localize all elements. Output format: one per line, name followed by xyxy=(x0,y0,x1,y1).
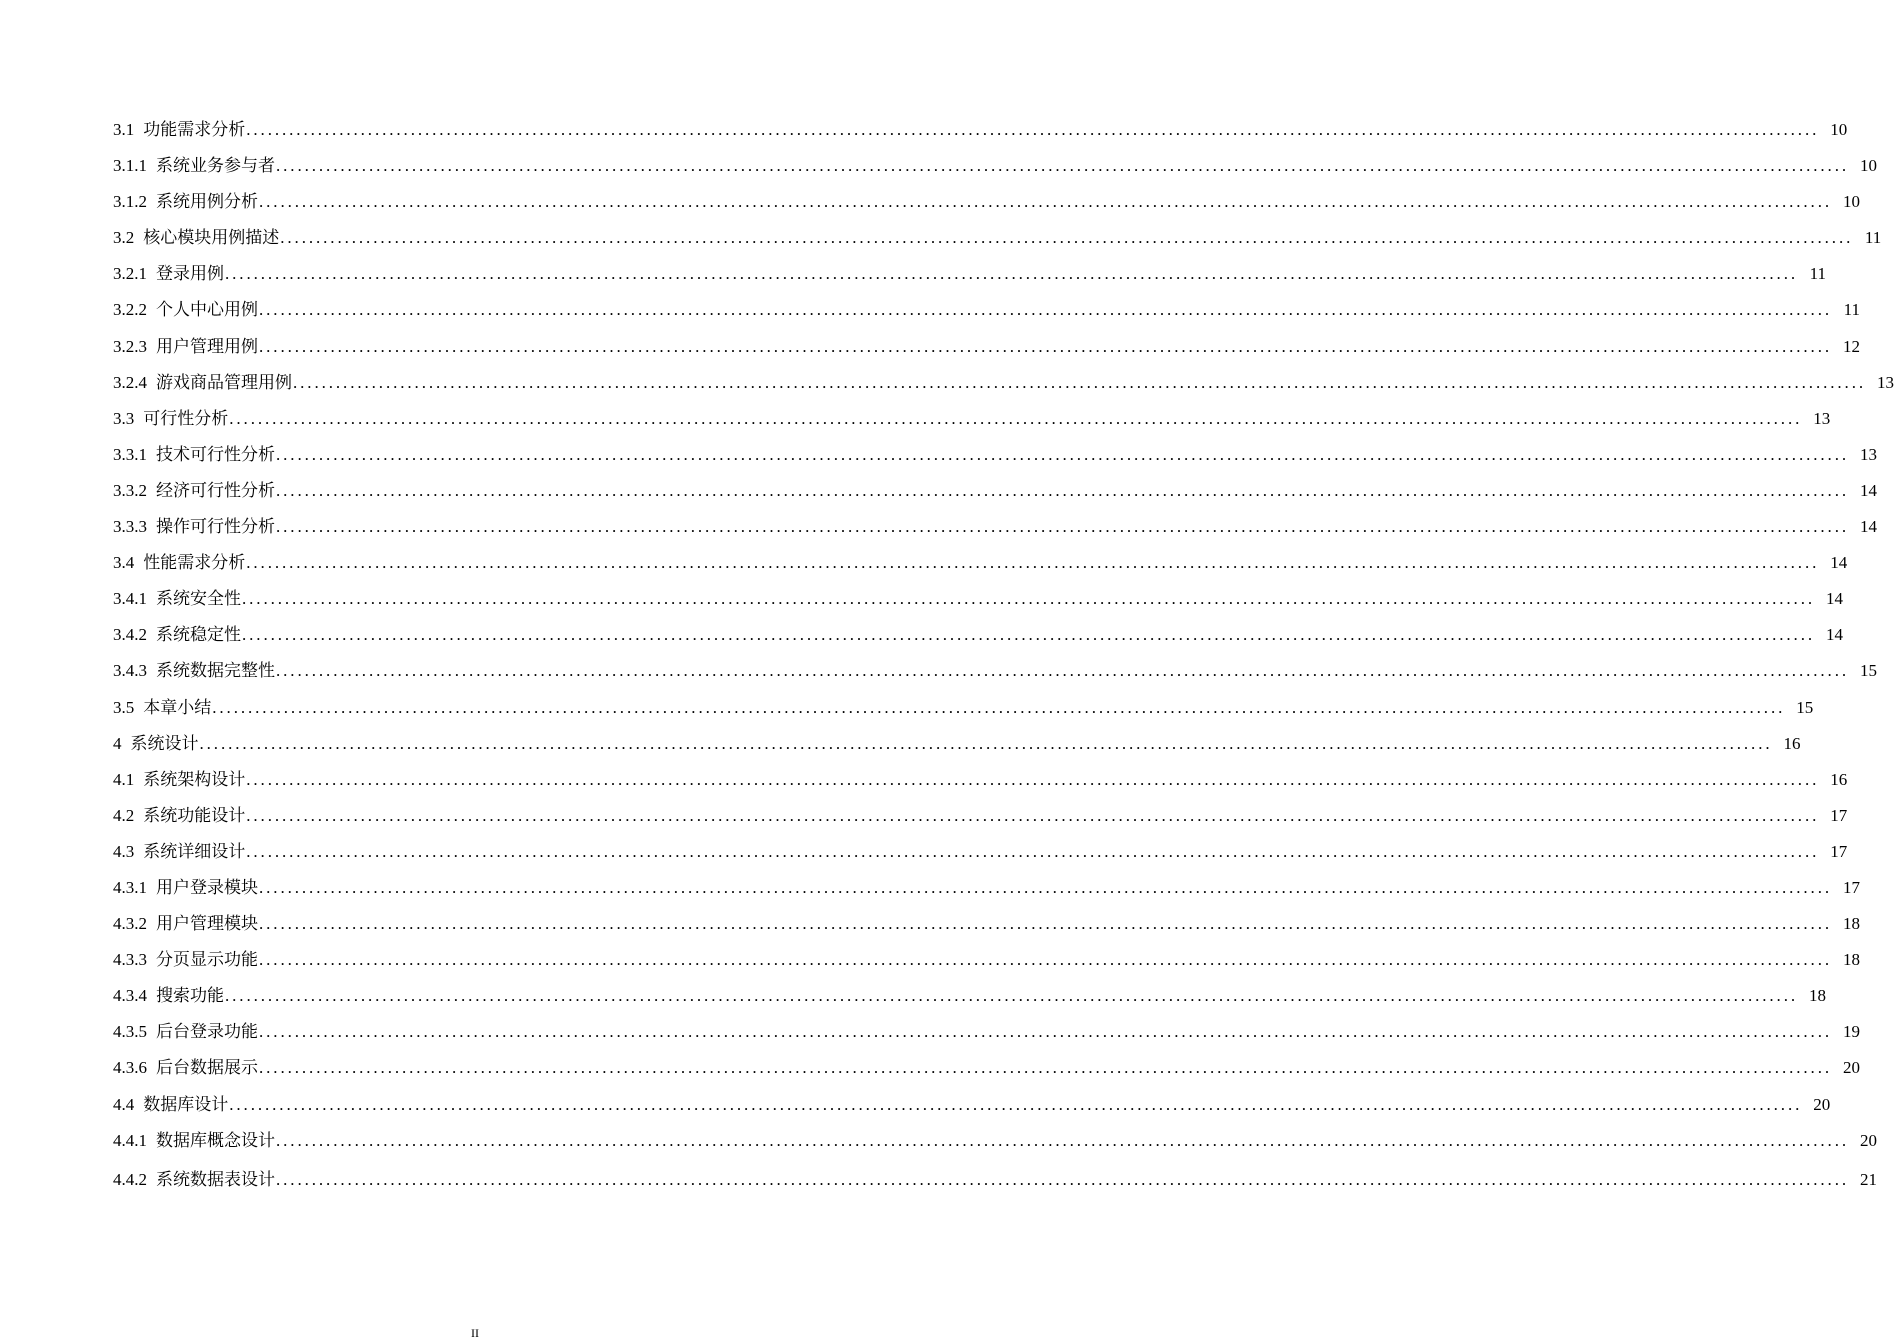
toc-entry[interactable] xyxy=(113,1123,1877,1159)
toc-entry[interactable] xyxy=(113,581,1843,617)
toc-entry-number: 3.3 xyxy=(113,408,135,428)
toc-entry-title: 游戏商品管理用例 xyxy=(156,372,292,392)
toc-entry-number: 4.3.1 xyxy=(113,877,147,897)
toc-entry[interactable] xyxy=(113,1050,1860,1086)
toc-entry-page-number: 16 xyxy=(1830,769,1848,789)
toc-dot-leader: ............................................................................................................................................................................................................................ xyxy=(229,1094,1803,1114)
toc-entry-title: 系统详细设计 xyxy=(143,841,246,861)
toc-entry-number: 4.2 xyxy=(113,805,135,825)
toc-entry-number: 4.3.3 xyxy=(113,950,147,970)
toc-entry-number: 4.1 xyxy=(113,769,135,789)
toc-entry-number: 4.4 xyxy=(113,1094,135,1114)
toc-entry-page-number: 18 xyxy=(1809,986,1826,1006)
toc-dot-leader: ............................................................................................................................................................................................................................ xyxy=(276,444,1849,464)
toc-dot-leader: ............................................................................................................................................................................................................................ xyxy=(259,1058,1832,1078)
toc-dot-leader: ............................................................................................................................................................................................................................ xyxy=(259,877,1832,897)
toc-entry-page-number: 12 xyxy=(1843,336,1860,356)
toc-dot-leader: ............................................................................................................................................................................................................................ xyxy=(259,1022,1832,1042)
toc-entry-number: 3.2.3 xyxy=(113,336,147,356)
toc-entry[interactable] xyxy=(113,437,1877,473)
toc-dot-leader: ............................................................................................................................................................................................................................ xyxy=(276,517,1849,537)
toc-entry[interactable] xyxy=(113,148,1877,184)
toc-entry-title: 系统功能设计 xyxy=(143,805,246,825)
toc-entry[interactable] xyxy=(113,653,1877,689)
toc-entry-page-number: 16 xyxy=(1783,733,1801,753)
toc-entry-number: 3.3.3 xyxy=(113,517,147,537)
toc-entry-title: 用户管理用例 xyxy=(156,336,258,356)
toc-entry-number: 3.2.1 xyxy=(113,264,147,284)
toc-dot-leader: ............................................................................................................................................................................................................................ xyxy=(212,697,1786,717)
toc-entry[interactable] xyxy=(113,906,1860,942)
table-of-contents xyxy=(113,112,1894,1198)
toc-entry-title: 系统设计 xyxy=(130,733,199,753)
toc-entry-number: 4.3.5 xyxy=(113,1022,147,1042)
toc-entry-number: 3.4.2 xyxy=(113,625,147,645)
toc-dot-leader: ............................................................................................................................................................................................................................ xyxy=(276,1130,1849,1150)
toc-entry-page-number: 17 xyxy=(1830,841,1848,861)
toc-entry-title: 系统用例分析 xyxy=(156,192,258,212)
toc-entry[interactable] xyxy=(113,184,1860,220)
toc-dot-leader: ............................................................................................................................................................................................................................ xyxy=(246,769,1820,789)
toc-entry-number: 3.2 xyxy=(113,228,135,248)
toc-entry-page-number: 10 xyxy=(1843,192,1860,212)
toc-entry-title: 系统安全性 xyxy=(156,589,241,609)
toc-entry-page-number: 14 xyxy=(1860,517,1877,537)
toc-entry-number: 3.4 xyxy=(113,553,135,573)
toc-entry-number: 4.3.2 xyxy=(113,914,147,934)
toc-entry-title: 用户登录模块 xyxy=(156,877,258,897)
toc-entry-number: 3.3.1 xyxy=(113,444,147,464)
toc-entry-number: 3.4.1 xyxy=(113,589,147,609)
toc-entry[interactable] xyxy=(113,1014,1860,1050)
toc-entry-title: 技术可行性分析 xyxy=(156,444,275,464)
toc-dot-leader: ............................................................................................................................................................................................................................ xyxy=(242,625,1815,645)
toc-entry-page-number: 18 xyxy=(1843,950,1860,970)
toc-entry-number: 3.1 xyxy=(113,120,135,139)
toc-entry-number: 4.3.4 xyxy=(113,986,147,1006)
toc-entry-number: 3.2.2 xyxy=(113,300,147,320)
toc-entry-title: 搜索功能 xyxy=(156,986,224,1006)
toc-dot-leader: ............................................................................................................................................................................................................................ xyxy=(259,336,1832,356)
toc-entry-page-number: 13 xyxy=(1877,372,1894,392)
toc-dot-leader: ............................................................................................................................................................................................................................ xyxy=(276,1169,1849,1189)
toc-entry-number: 3.2.4 xyxy=(113,372,147,392)
toc-dot-leader: ............................................................................................................................................................................................................................ xyxy=(246,553,1820,573)
toc-entry-title: 系统架构设计 xyxy=(143,769,246,789)
toc-dot-leader: ............................................................................................................................................................................................................................ xyxy=(280,228,1854,248)
toc-entry-title: 操作可行性分析 xyxy=(156,517,275,537)
toc-entry-number: 3.5 xyxy=(113,697,135,717)
toc-entry-page-number: 15 xyxy=(1796,697,1814,717)
toc-entry-page-number: 20 xyxy=(1843,1058,1860,1078)
toc-entry-title: 系统稳定性 xyxy=(156,625,241,645)
toc-entry[interactable] xyxy=(113,292,1860,328)
toc-entry-title: 数据库概念设计 xyxy=(156,1130,275,1150)
toc-entry-number: 4.4.2 xyxy=(113,1169,147,1189)
toc-entry-title: 性能需求分析 xyxy=(143,553,246,573)
toc-entry-title: 可行性分析 xyxy=(143,408,229,428)
toc-dot-leader: ............................................................................................................................................................................................................................ xyxy=(276,661,1849,681)
toc-dot-leader: ............................................................................................................................................................................................................................ xyxy=(225,986,1798,1006)
toc-entry[interactable] xyxy=(113,978,1826,1014)
toc-entry[interactable] xyxy=(113,473,1877,509)
toc-entry-page-number: 11 xyxy=(1864,228,1882,248)
toc-entry-page-number: 10 xyxy=(1860,156,1877,176)
toc-dot-leader: ............................................................................................................................................................................................................................ xyxy=(199,733,1773,753)
toc-entry-number: 4.3.6 xyxy=(113,1058,147,1078)
toc-dot-leader: ............................................................................................................................................................................................................................ xyxy=(293,372,1866,392)
toc-entry[interactable] xyxy=(113,545,1848,581)
toc-entry-page-number: 11 xyxy=(1809,264,1826,284)
toc-entry[interactable] xyxy=(113,798,1848,834)
toc-entry-title: 本章小结 xyxy=(143,697,212,717)
toc-entry[interactable] xyxy=(113,762,1848,798)
toc-entry[interactable] xyxy=(113,834,1848,870)
toc-dot-leader: ............................................................................................................................................................................................................................ xyxy=(246,805,1820,825)
toc-entry-title: 个人中心用例 xyxy=(156,300,258,320)
toc-entry-page-number: 10 xyxy=(1830,120,1848,139)
toc-entry[interactable] xyxy=(113,112,1848,148)
toc-entry[interactable] xyxy=(113,256,1826,292)
toc-entry-title: 系统数据表设计 xyxy=(156,1169,275,1189)
toc-entry[interactable] xyxy=(113,509,1877,545)
toc-entry-page-number: 17 xyxy=(1843,877,1860,897)
toc-dot-leader: ............................................................................................................................................................................................................................ xyxy=(276,156,1849,176)
toc-entry-page-number: 19 xyxy=(1843,1022,1860,1042)
toc-entry-page-number: 15 xyxy=(1860,661,1877,681)
toc-entry-page-number: 11 xyxy=(1843,300,1860,320)
toc-entry[interactable] xyxy=(113,726,1801,762)
toc-entry-title: 系统业务参与者 xyxy=(156,156,275,176)
toc-entry[interactable] xyxy=(113,942,1860,978)
toc-entry-page-number: 20 xyxy=(1813,1094,1831,1114)
toc-entry-title: 分页显示功能 xyxy=(156,950,258,970)
toc-entry-number: 4 xyxy=(113,733,122,753)
toc-entry-page-number: 20 xyxy=(1860,1130,1877,1150)
toc-entry-title: 经济可行性分析 xyxy=(156,480,275,500)
toc-entry[interactable] xyxy=(113,365,1894,401)
toc-entry-title: 登录用例 xyxy=(156,264,224,284)
toc-dot-leader: ............................................................................................................................................................................................................................ xyxy=(259,950,1832,970)
toc-dot-leader: ............................................................................................................................................................................................................................ xyxy=(259,914,1832,934)
toc-entry-page-number: 13 xyxy=(1860,444,1877,464)
toc-entry[interactable] xyxy=(113,617,1843,653)
toc-entry-title: 数据库设计 xyxy=(143,1094,229,1114)
toc-entry-page-number: 14 xyxy=(1860,480,1877,500)
toc-entry-page-number: 18 xyxy=(1843,914,1860,934)
toc-entry-number: 4.4.1 xyxy=(113,1130,147,1150)
toc-entry-page-number: 21 xyxy=(1860,1169,1877,1189)
toc-entry-title: 后台数据展示 xyxy=(156,1058,258,1078)
toc-entry[interactable] xyxy=(113,329,1860,365)
toc-entry[interactable] xyxy=(113,1087,1831,1123)
toc-entry[interactable] xyxy=(113,220,1882,256)
toc-dot-leader: ............................................................................................................................................................................................................................ xyxy=(259,300,1832,320)
toc-entry-number: 4.3 xyxy=(113,841,135,861)
toc-entry-page-number: 17 xyxy=(1830,805,1848,825)
toc-entry-page-number: 14 xyxy=(1826,625,1843,645)
toc-entry-number: 3.1.1 xyxy=(113,156,147,176)
toc-entry-page-number: 14 xyxy=(1830,553,1848,573)
toc-entry[interactable] xyxy=(113,401,1831,437)
toc-dot-leader: ............................................................................................................................................................................................................................ xyxy=(229,408,1803,428)
toc-dot-leader: ............................................................................................................................................................................................................................ xyxy=(242,589,1815,609)
toc-entry-title: 后台登录功能 xyxy=(156,1022,258,1042)
toc-entry[interactable] xyxy=(113,1162,1877,1198)
toc-entry-title: 用户管理模块 xyxy=(156,914,258,934)
toc-entry-number: 3.3.2 xyxy=(113,480,147,500)
toc-dot-leader: ............................................................................................................................................................................................................................ xyxy=(225,264,1798,284)
toc-dot-leader: ............................................................................................................................................................................................................................ xyxy=(259,192,1832,212)
toc-entry[interactable] xyxy=(113,870,1860,906)
toc-entry-number: 3.4.3 xyxy=(113,661,147,681)
toc-entry-page-number: 14 xyxy=(1826,589,1843,609)
toc-dot-leader: ............................................................................................................................................................................................................................ xyxy=(246,120,1820,139)
toc-entry-page-number: 13 xyxy=(1813,408,1831,428)
toc-entry-title: 系统数据完整性 xyxy=(156,661,275,681)
toc-entry-title: 功能需求分析 xyxy=(143,120,246,139)
toc-entry-number: 3.1.2 xyxy=(113,192,147,212)
toc-dot-leader: ............................................................................................................................................................................................................................ xyxy=(276,480,1849,500)
toc-entry-title: 核心模块用例描述 xyxy=(143,228,280,248)
toc-entry[interactable] xyxy=(113,690,1814,726)
page-footer-number: II xyxy=(471,1326,479,1340)
toc-dot-leader: ............................................................................................................................................................................................................................ xyxy=(246,841,1820,861)
